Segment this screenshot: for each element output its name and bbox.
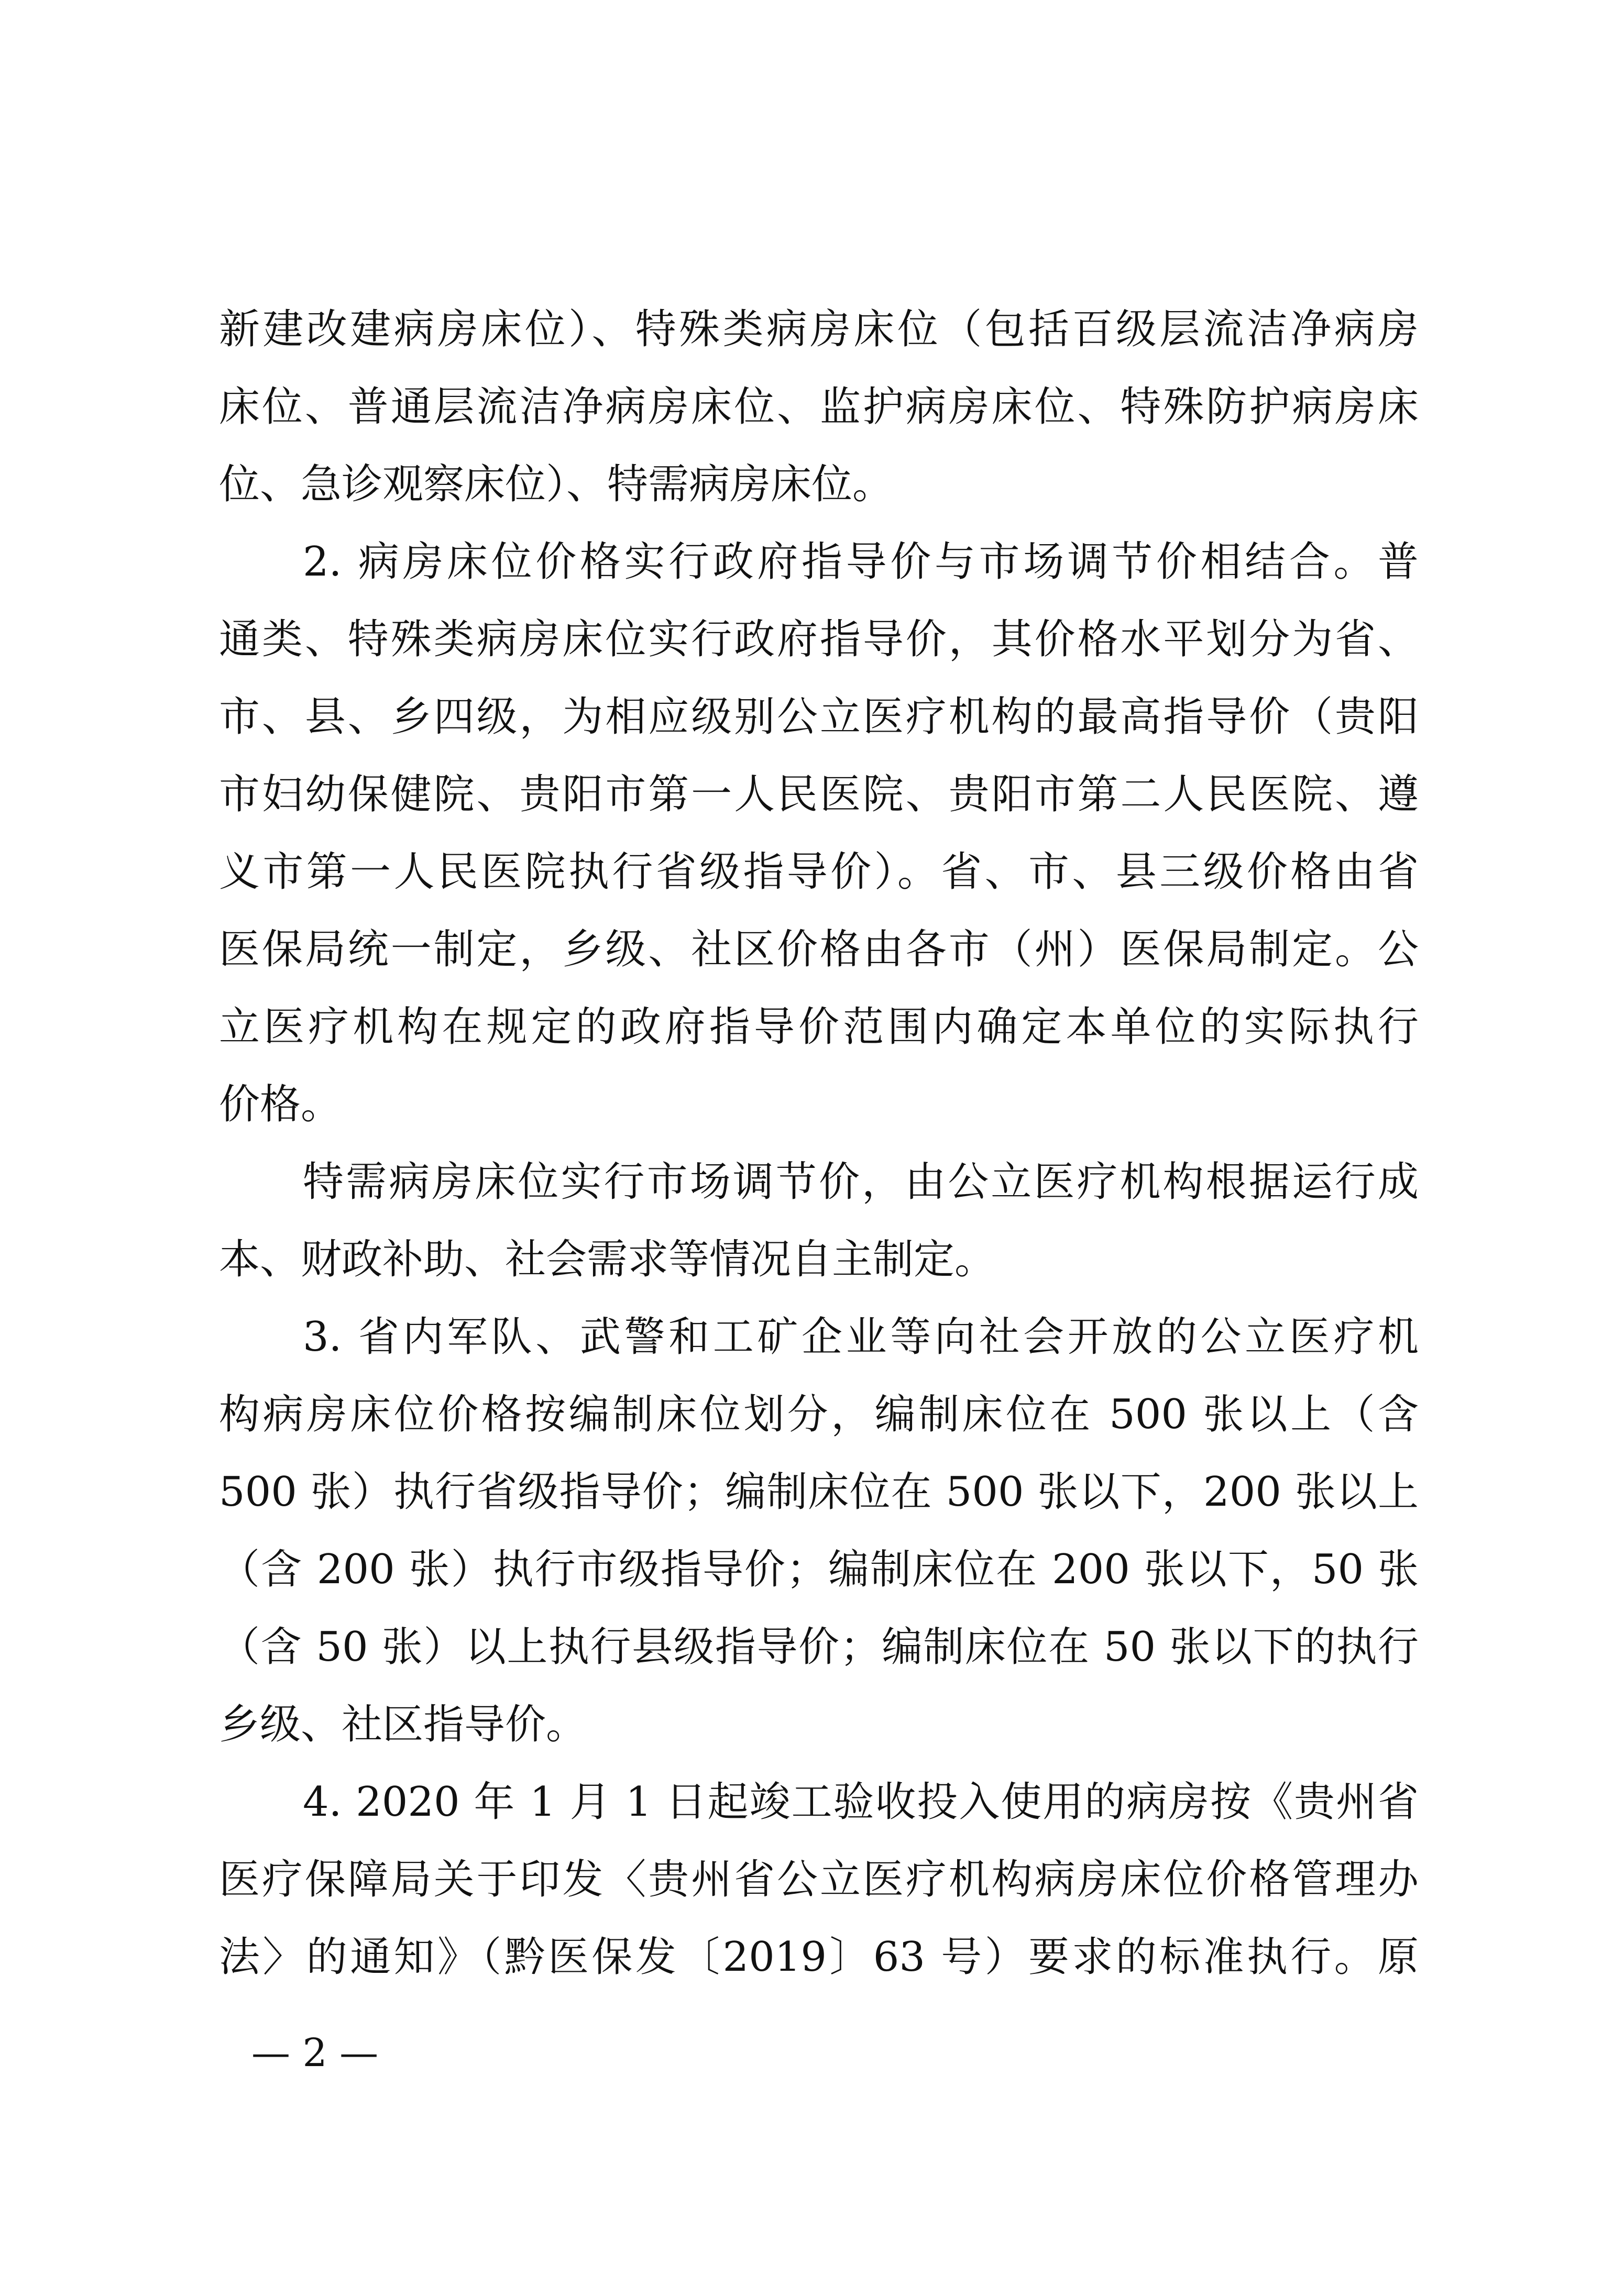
text-line: 本、财政补助、社会需求等情况自主制定。 — [219, 1236, 996, 1283]
paragraph-2 — [219, 523, 1419, 1143]
text-line: 特需病房床位实行市场调节价，由公立医疗机构根据运行成 — [303, 1158, 1419, 1206]
paragraph-5 — [219, 1763, 1419, 1996]
text-line: 4. 2020 年 1 月 1 日起竣工验收投入使用的病房按《贵州省 — [303, 1779, 1419, 1826]
paragraph-4 — [219, 1298, 1419, 1763]
text-line: 新建改建病房床位）、特殊类病房床位（包括百级层流洁净病房 — [219, 306, 1419, 353]
text-line: 价格。 — [219, 1081, 342, 1128]
text-line: 立医疗机构在规定的政府指导价范围内确定本单位的实际执行 — [219, 1003, 1419, 1051]
text-line: 义市第一人民医院执行省级指导价）。省、市、县三级价格由省 — [219, 848, 1419, 896]
paragraph-1 — [219, 291, 1419, 523]
text-line: 医疗保障局关于印发〈贵州省公立医疗机构病房床位价格管理办 — [219, 1856, 1419, 1903]
text-line: 医保局统一制定，乡级、社区价格由各市（州）医保局制定。公 — [219, 926, 1419, 973]
text-line: （含 50 张）以上执行县级指导价；编制床位在 50 张以下的执行 — [219, 1624, 1419, 1671]
page-number: — 2 — — [251, 2030, 379, 2076]
text-line: 床位、普通层流洁净病房床位、监护病房床位、特殊防护病房床 — [219, 383, 1419, 431]
text-line: 乡级、社区指导价。 — [219, 1701, 587, 1748]
text-line: 市、县、乡四级，为相应级别公立医疗机构的最高指导价（贵阳 — [219, 693, 1419, 741]
text-line: 通类、特殊类病房床位实行政府指导价，其价格水平划分为省、 — [219, 616, 1419, 663]
text-line: 2. 病房床位价格实行政府指导价与市场调节价相结合。普 — [303, 538, 1419, 586]
text-line: 位、急诊观察床位）、特需病房床位。 — [219, 461, 894, 508]
paragraph-3 — [219, 1143, 1419, 1298]
text-line: （含 200 张）执行市级指导价；编制床位在 200 张以下，50 张 — [219, 1546, 1419, 1593]
text-line: 3. 省内军队、武警和工矿企业等向社会开放的公立医疗机 — [303, 1313, 1419, 1361]
text-line: 500 张）执行省级指导价；编制床位在 500 张以下，200 张以上 — [219, 1469, 1419, 1516]
text-line: 法〉的通知》（黔医保发〔2019〕63 号）要求的标准执行。原 — [219, 1934, 1419, 1981]
text-line: 市妇幼保健院、贵阳市第一人民医院、贵阳市第二人民医院、遵 — [219, 771, 1419, 818]
document-body — [219, 291, 1419, 1996]
text-line: 构病房床位价格按编制床位划分，编制床位在 500 张以上（含 — [219, 1391, 1419, 1438]
